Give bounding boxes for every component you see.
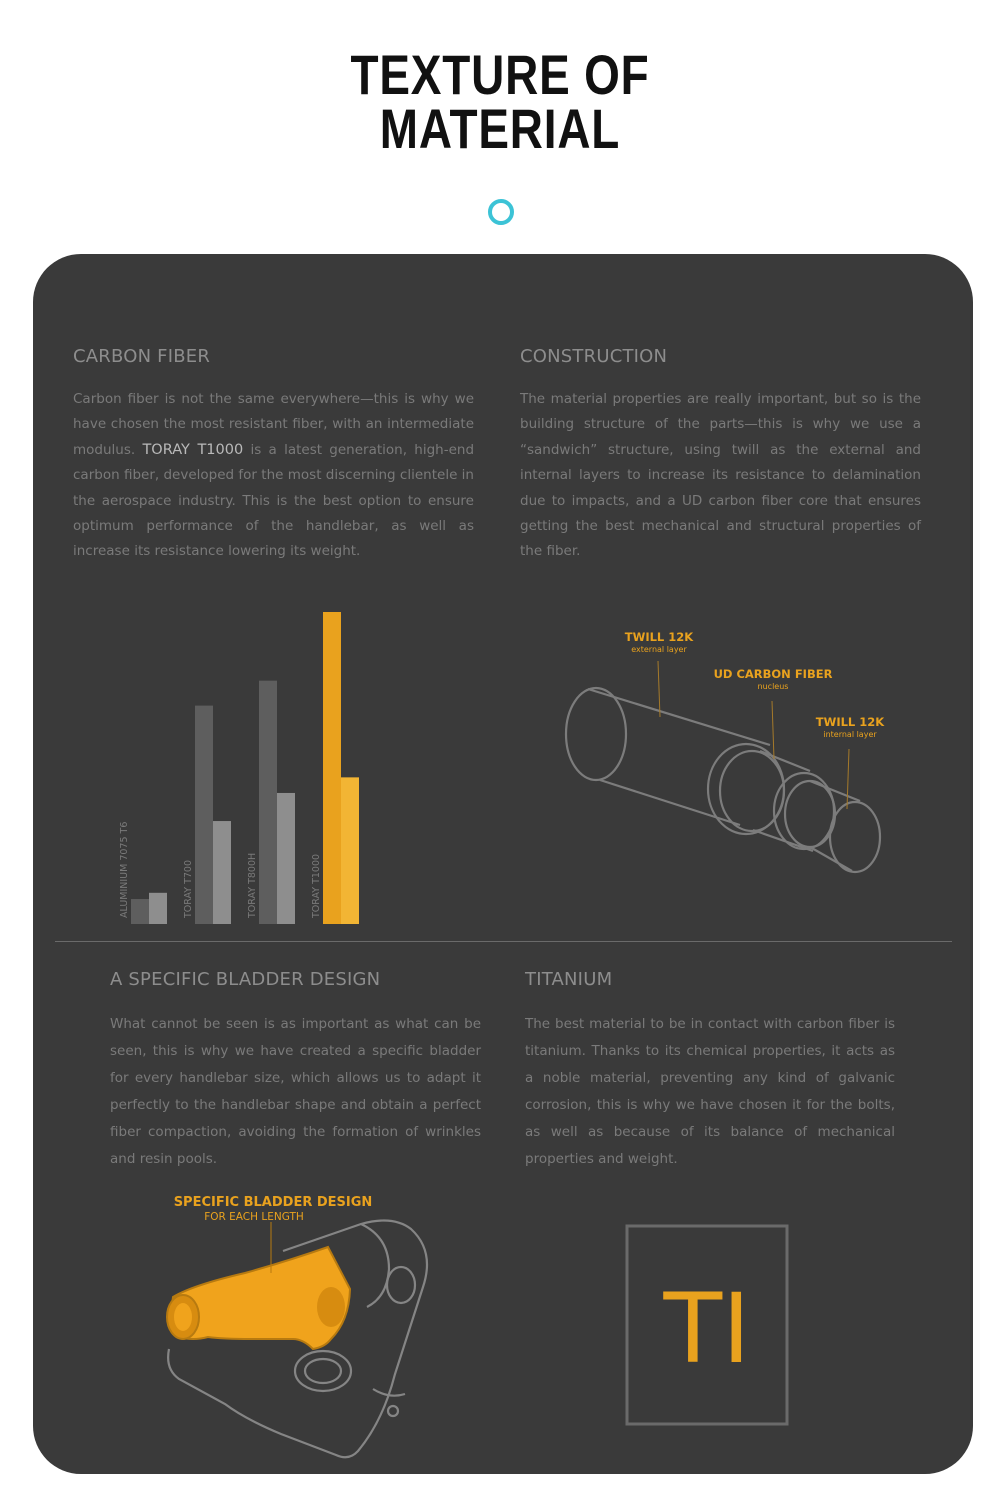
label-twill-external: TWILL 12K: [624, 630, 694, 644]
page-title-line2: MATERIAL: [379, 97, 621, 160]
chart-category-label: TORAY T700: [183, 859, 194, 918]
titanium-symbol: TI: [663, 1273, 751, 1385]
label-twill-internal: TWILL 12K: [815, 715, 885, 729]
chart-category-label: ALUMINIUM 7075 T6: [119, 821, 130, 918]
construction-heading: CONSTRUCTION: [520, 346, 668, 367]
chart-bar-3-1: [341, 777, 359, 924]
carbon-fiber-heading: CARBON FIBER: [73, 346, 211, 367]
section-divider: [55, 941, 952, 942]
titanium-heading: TITANIUM: [525, 969, 613, 990]
chart-bar-0-1: [149, 893, 167, 924]
chart-bar-2-0: [259, 681, 277, 924]
label-twill-external-sub: external layer: [631, 645, 687, 654]
materials-panel: [33, 254, 973, 1474]
label-ud-carbon: UD CARBON FIBER: [713, 667, 833, 681]
bladder-text: What cannot be seen is as important as what can be seen, this is why we have created a specific bladder for every handlebar size, which allows us to adapt it perfectly to the handlebar shape and obtain a perfect fiber compaction, avoiding the formation of wrinkles and resin pools.: [110, 1016, 481, 1167]
chart-bar-1-0: [195, 706, 213, 924]
bladder-diagram: [153, 1189, 483, 1469]
label-ud-carbon-sub: nucleus: [757, 682, 789, 691]
bladder-label-sub: FOR EACH LENGTH: [204, 1211, 304, 1223]
label-twill-internal-sub: internal layer: [823, 730, 877, 739]
page-title: [90, 43, 910, 160]
fiber-strength-chart: [93, 594, 393, 934]
chart-bar-0-0: [131, 899, 149, 924]
toray-t1000-highlight: TORAY T1000: [142, 441, 244, 458]
chart-bar-1-1: [213, 821, 231, 924]
tube-outer-layer: [566, 688, 770, 825]
titanium-text: The best material to be in contact with carbon fiber is titanium. Thanks to its chemical properties, it acts as a noble material, preventing any kind of galvanic corrosion, this is why we have chosen it for the bolts, as well as because of its balance of mechanical properties and weight.: [525, 1016, 895, 1167]
page-title-line1: TEXTURE OF: [350, 43, 650, 106]
carbon-fiber-text: [73, 387, 474, 565]
bladder-heading: A SPECIFIC BLADDER DESIGN: [110, 969, 381, 990]
bladder-shape: [167, 1247, 350, 1349]
carbon-fiber-text-a: Carbon fiber is not the same everywhere—this is why we have chosen the most resistant fiber, with an intermediate modulus.: [73, 391, 474, 458]
chart-bar-3-0: [323, 612, 341, 924]
bladder-label: SPECIFIC BLADDER DESIGN: [173, 1195, 373, 1210]
chart-bar-2-1: [277, 793, 295, 924]
tube-middle-layer: [708, 744, 813, 851]
accent-ring-icon: [488, 199, 514, 225]
tube-inner-layer: [774, 773, 880, 872]
carbon-fiber-text-b: is a latest generation, high-end carbon fiber, developed for the most discerning clientele in the aerospace industry. This is the best option to ensure optimum performance of the handlebar, as well as increase its resistance lowering its weight.: [73, 441, 475, 560]
construction-diagram: [548, 619, 908, 879]
chart-category-label: TORAY T800H: [247, 852, 258, 918]
construction-text: The material properties are really important, but so is the building structure of the parts—this is why we use a “sandwich” structure, using twill as the external and internal layers to increase its resistance to delamination due to impacts, and a UD carbon fiber core that ensures getting the best mechanical and structural properties of the fiber.: [520, 391, 921, 560]
titanium-badge-icon: [625, 1224, 791, 1428]
chart-category-label: TORAY T1000: [311, 853, 322, 918]
